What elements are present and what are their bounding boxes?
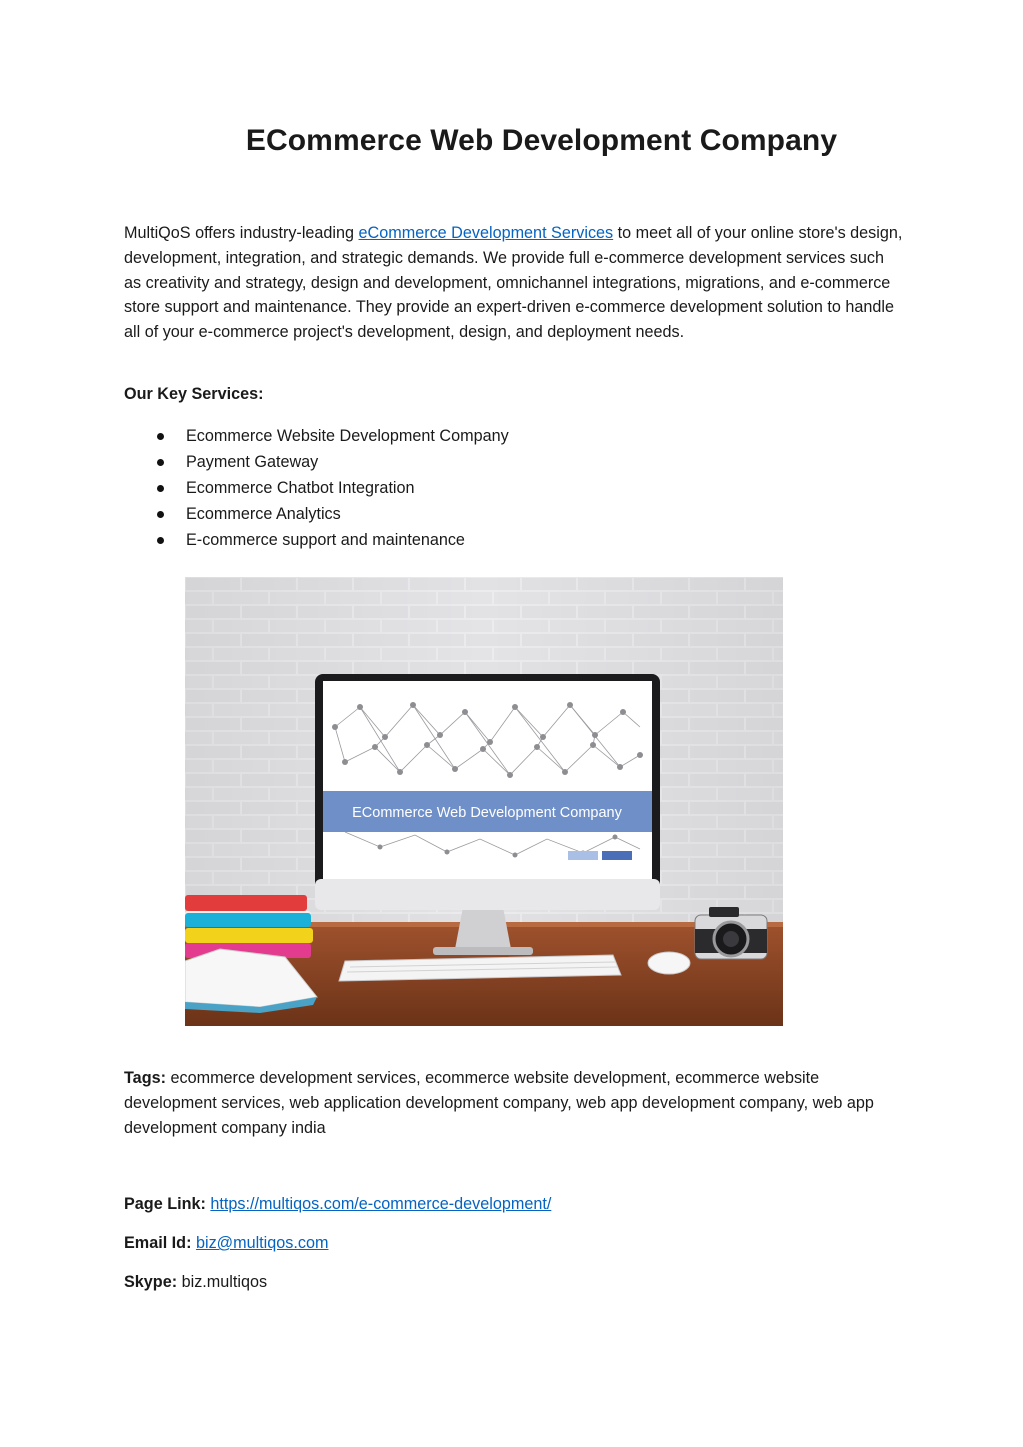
- email-link[interactable]: biz@multiqos.com: [195, 1234, 329, 1252]
- intro-paragraph: [124, 221, 904, 345]
- list-item: Ecommerce Analytics: [124, 501, 509, 527]
- mouse-icon: [648, 952, 690, 974]
- bullet-icon: [157, 485, 164, 492]
- hero-image: [185, 577, 783, 1026]
- list-item: Payment Gateway: [124, 449, 509, 475]
- screen-banner-text: ECommerce Web Development Company: [352, 805, 622, 821]
- intro-text-end: to meet all of your online store's design, development, integration, and strategic demands. We provide full e-commerce development services such as creativity and strategy, design and development, omnichannel integrations, migrations, and e-commerce store support and maintenance. They provide an expert-driven e-commerce development solution to handle all of your e-commerce project's development, design, and deployment needs.: [124, 224, 903, 342]
- bullet-icon: [157, 537, 164, 544]
- email-row: [124, 1234, 328, 1253]
- bullet-icon: [157, 511, 164, 518]
- ecommerce-services-link[interactable]: eCommerce Development Services: [358, 224, 614, 242]
- tags-paragraph: [124, 1066, 894, 1140]
- key-services-heading: Our Key Services:: [124, 385, 264, 403]
- list-item: E-commerce support and maintenance: [124, 527, 509, 553]
- list-item: Ecommerce Chatbot Integration: [124, 475, 509, 501]
- page-title: ECommerce Web Development Company: [245, 124, 838, 157]
- bullet-icon: [157, 459, 164, 466]
- page-link[interactable]: https://multiqos.com/e-commerce-development/: [210, 1195, 552, 1213]
- skype-value: biz.multiqos: [181, 1273, 268, 1291]
- tags-label: Tags:: [124, 1069, 166, 1087]
- tags-text: ecommerce development services, ecommerce website development, ecommerce website development services, web application development company, web app development company, web app development company india: [124, 1069, 874, 1137]
- bullet-icon: [157, 433, 164, 440]
- skype-row: [124, 1273, 267, 1292]
- page-link-row: [124, 1195, 551, 1214]
- key-services-list: [124, 423, 509, 553]
- books-icon: [185, 895, 317, 1013]
- page-link-label: Page Link:: [124, 1195, 206, 1213]
- camera-icon: [695, 907, 767, 959]
- list-item: Ecommerce Website Development Company: [124, 423, 509, 449]
- email-label: Email Id:: [124, 1234, 192, 1252]
- intro-text-start: MultiQoS offers industry-leading: [124, 224, 359, 242]
- skype-label: Skype:: [124, 1273, 178, 1291]
